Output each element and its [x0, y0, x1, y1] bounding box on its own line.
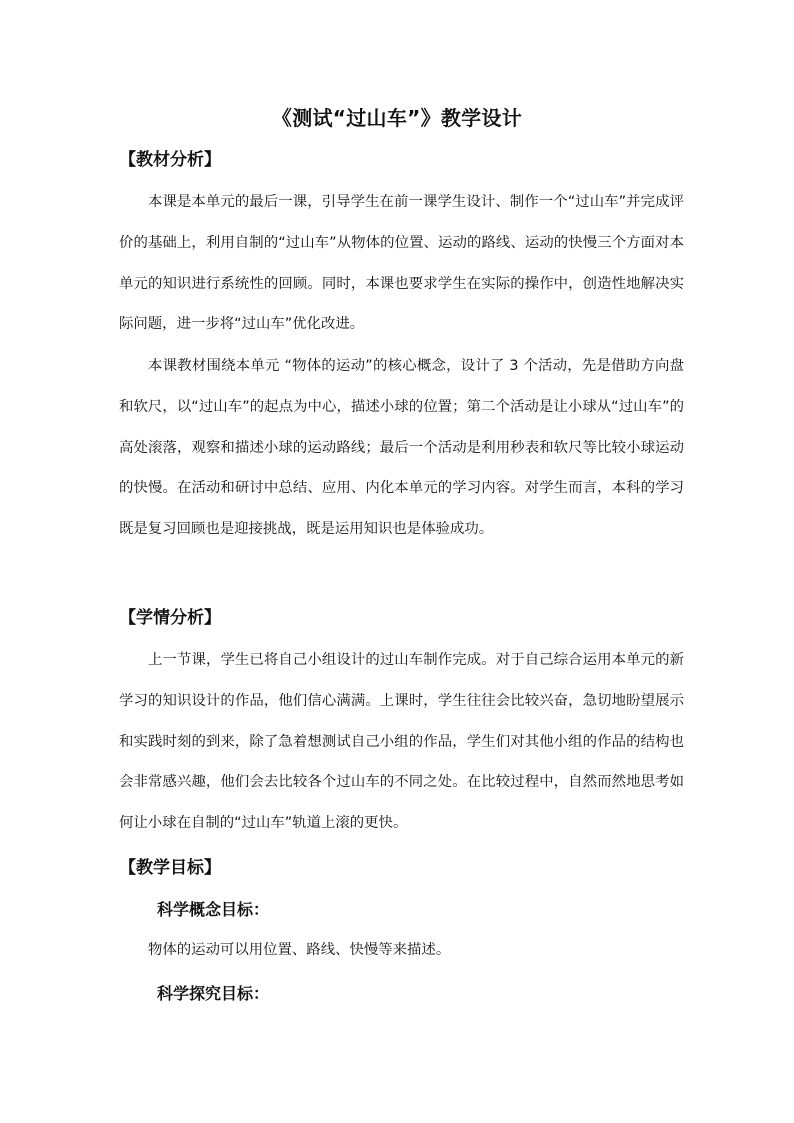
subheading-science-concept-goal: 科学概念目标：	[157, 900, 270, 919]
section-heading-textbook-analysis: 【教材分析】	[119, 150, 221, 170]
subheading-science-inquiry-goal: 科学探究目标：	[157, 984, 270, 1003]
paragraph-textbook-analysis-1: 本课是本单元的最后一课，引导学生在前一课学生设计、制作一个“过山车”并完成评价的基础上，利用自制的“过山车”从物体的位置、运动的路线、运动的快慢三个方面对本单元的知识进行系统性的回顾。同时，本课也要求学生在实际的操作中，创造性地解决实际问题，进一步将“过山车”优化改进。	[119, 194, 684, 333]
paragraph-student-analysis: 上一节课，学生已将自己小组设计的过山车制作完成。对于自己综合运用本单元的新学习的知识设计的作品，他们信心满满。上课时，学生往往会比较兴奋，急切地盼望展示和实践时刻的到来，除了急着想测试自己小组的作品，学生们对其他小组的作品的结构也会非常感兴趣，他们会去比较各个过山车的不同之处。在比较过程中，自然而然地思考如何让小球在自制的“过山车”轨道上滚的更快。	[119, 652, 684, 832]
paragraph-textbook-analysis-2: 本课教材围绕本单元 “物体的运动”的核心概念，设计了 3 个活动，先是借助方向盘和软尺，以“过山车”的起点为中心，描述小球的位置；第二个活动是让小球从“过山车”的高处滚落，观察和描述小球的运动路线；最后一个活动是利用秒表和软尺等比较小球运动的快慢。在活动和研讨中总结、应用、内化本单元的学习内容。对学生而言，本科的学习既是复习回顾也是迎接挑战，既是运用知识也是体验成功。	[119, 358, 684, 538]
science-concept-goal-text: 物体的运动可以用位置、路线、快慢等来描述。	[148, 942, 451, 958]
document-title: 《测试“过山车”》教学设计	[271, 106, 523, 130]
section-heading-student-analysis: 【学情分析】	[119, 608, 221, 628]
section-heading-teaching-goals: 【教学目标】	[119, 858, 221, 878]
